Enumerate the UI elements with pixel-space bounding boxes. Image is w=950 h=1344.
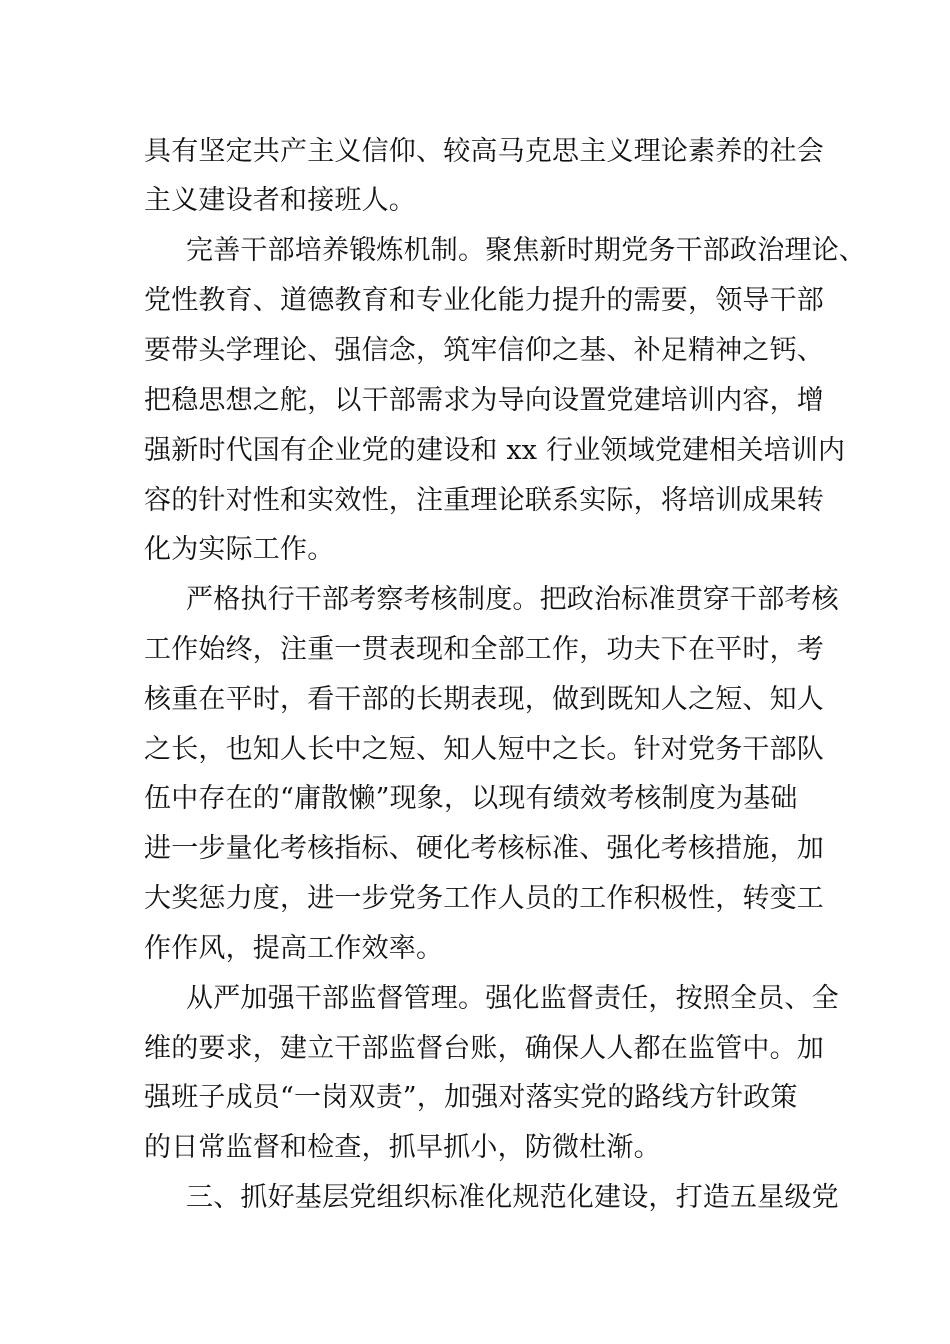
text-line: 要带头学理论、强信念，筑牢信仰之基、补足精神之钙、	[144, 335, 824, 366]
text-line: 化为实际工作。	[144, 534, 335, 565]
text-line: 把稳思想之舵，以干部需求为导向设置党建培训内容，增	[144, 385, 824, 416]
text-line: 作作风，提高工作效率。	[144, 933, 444, 964]
paragraph-heading-line: 严格执行干部考察考核制度。把政治标准贯穿干部考核	[186, 584, 839, 615]
text-line: 工作始终，注重一贯表现和全部工作，功夫下在平时，考	[144, 634, 824, 665]
text-line: 维的要求，建立干部监督台账，确保人人都在监管中。加	[144, 1033, 824, 1064]
text-line: 核重在平时，看干部的长期表现，做到既知人之短、知人	[144, 684, 824, 715]
text-line: 之长，也知人长中之短、知人短中之长。针对党务干部队	[144, 734, 824, 765]
paragraph-heading-line: 从严加强干部监督管理。强化监督责任，按照全员、全	[186, 983, 839, 1014]
paragraph-heading-line: 完善干部培养锻炼机制。聚焦新时期党务干部政治理论、	[186, 235, 866, 266]
section-heading-line: 三、抓好基层党组织标准化规范化建设，打造五星级党	[186, 1182, 839, 1213]
text-line: 具有坚定共产主义信仰、较高马克思主义理论素养的社会	[144, 136, 824, 167]
text-line: 容的针对性和实效性，注重理论联系实际，将培训成果转	[144, 485, 824, 516]
text-line: 大奖惩力度，进一步党务工作人员的工作积极性，转变工	[144, 883, 824, 914]
text-line: 的日常监督和检查，抓早抓小，防微杜渐。	[144, 1132, 661, 1163]
text-line: 进一步量化考核指标、硬化考核标准、强化考核措施，加	[144, 833, 824, 864]
text-line: 伍中存在的“庸散懒”现象，以现有绩效考核制度为基础	[144, 783, 798, 814]
text-line: 强班子成员“一岗双责”，加强对落实党的路线方针政策	[144, 1082, 798, 1113]
text-line: 主义建设者和接班人。	[144, 185, 416, 216]
text-line: 党性教育、道德教育和专业化能力提升的需要，领导干部	[144, 285, 824, 316]
text-line: 强新时代国有企业党的建设和 xx 行业领域党建相关培训内	[144, 435, 846, 466]
